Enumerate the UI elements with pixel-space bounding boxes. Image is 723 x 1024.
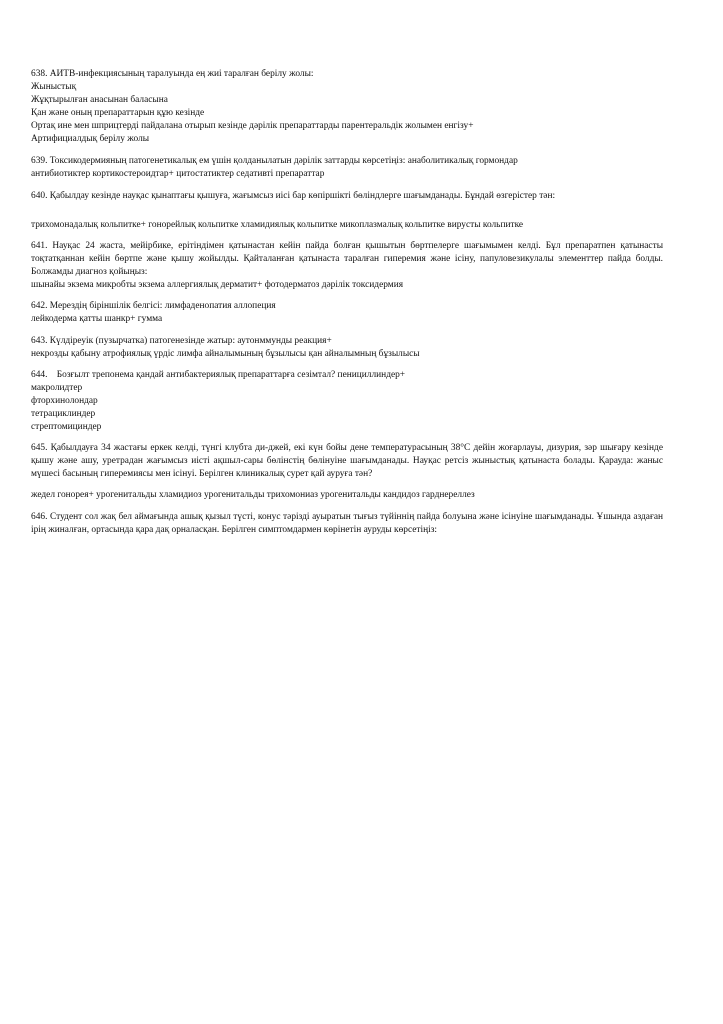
answer-option: Жұқтырылған анасынан баласына xyxy=(31,95,168,106)
answer-option: фторхинолондар xyxy=(31,395,98,406)
answer-option: Жыныстық xyxy=(31,82,77,93)
question-640 xyxy=(31,190,663,203)
question-644 xyxy=(31,369,663,434)
question-646 xyxy=(31,511,663,537)
question-638 xyxy=(31,68,663,147)
question-text: 644. Бозғылт трепонема қандай антибактериялық препараттарға сезімтал? пенициллиндер+ xyxy=(31,369,406,380)
answer-options: лейкодерма қатты шанкр+ гумма xyxy=(31,314,163,325)
answers-640 xyxy=(31,219,663,232)
answer-option: макролидтер xyxy=(31,382,83,393)
question-text: 643. Күлдіреуік (пузырчатка) патогенезінде жатыр: аутонммунды реакция+ xyxy=(31,335,332,346)
question-text: 641. Науқас 24 жаста, мейірбике, ерітіндімен қатынастан кейін пайда болған қышытын бөртпелерге шағымымен келді. Бұл препаратпен қатынасты тоқтатқаннан кейін бөртпе және қышу жойылды. Қайталанған қатынаста таралған гиперемия және ісіну, папуловезикулалы элементтер пайда болды. Болжамды диагноз қойыңыз: xyxy=(31,240,663,278)
question-text: 645. Қабылдауға 34 жастағы еркек келді, түнгі клубта ди-джей, екі күн бойы дене температурасының 38°С дейін жоғарлауы, дизурия, зәр шығару кезінде қышу және ашу, уретрадан жағымсыз иісті ақшыл-сары бөлінстің бөлінуіне шағымданады. Науқас ретсіз жыныстық қатынаста болады. Қарауда: жаныс мүшесі басының гиперемиясы мен ісінуі. Берілген клиникалық сурет қай ауруға тән? xyxy=(31,443,663,480)
answer-option: Қан және оның препараттарын құю кезінде xyxy=(31,108,205,119)
question-645 xyxy=(31,442,663,481)
question-text: 642. Мерездің біріншілік белгісі: лимфаденопатия аллопеция xyxy=(31,301,276,312)
question-text: 638. АИТВ-инфекциясының таралуында ең жиі таралған берілу жолы: xyxy=(31,69,314,79)
question-641 xyxy=(31,240,663,292)
answer-option: стрептомициндер xyxy=(31,422,102,433)
answer-options: некрозды қабыну атрофиялық үрдіс лимфа айналымының бұзылысы қан айналымның бұзылысы xyxy=(31,348,420,359)
answer-option: Артифициалдық берілу жолы xyxy=(31,134,150,145)
question-text: 640. Қабылдау кезінде науқас қынаптағы қышуға, жағымсыз иісі бар көпіршікті бөліндлерге шағымданады. Бұндай өзгерістер тән: xyxy=(31,190,556,201)
answer-options: жедел гонорея+ урогенитальды хламидиоз урогенитальды трихомониаз урогенитальды кандидоз гарднереллез xyxy=(31,490,475,501)
answer-option-correct: Ортақ ине мен шприцтерді пайдалана отырып кезінде дәрілік препараттарды парентеральдік жолымен енгізу+ xyxy=(31,121,474,132)
question-text: 639. Токсикодермияның патогенетикалық ем үшін қолданылатын дәрілік заттарды көрсетіңіз: анаболитикалық гормондар xyxy=(31,155,518,166)
answer-options: трихомонадалық кольпитке+ гонорейлық кольпитке хламидиялық кольпитке микоплазмалық кольпитке вирусты кольпитке xyxy=(31,219,524,230)
answer-option: тетрациклиндер xyxy=(31,408,96,419)
answer-options: антибиотиктер кортикостероидтар+ цитостатиктер седативті препараттар xyxy=(31,168,325,179)
question-642 xyxy=(31,300,663,326)
question-text: 646. Студент сол жақ бел аймағында ашық қызыл түсті, конус тәрізді ауыратын тығыз түйіннің пайда болуына және ісінуіне шағымданады. Ұшында аздаған ірің жиналған, ортасында қара дақ орналасқан. Берілген симптомдармен көрінетін ауруды көрсетіңіз: xyxy=(31,511,663,535)
question-639 xyxy=(31,155,663,181)
answers-645 xyxy=(31,489,663,502)
question-643 xyxy=(31,335,663,361)
document-page xyxy=(31,68,663,543)
answer-options: шынайы экзема микробты экзема аллергиялық дерматит+ фотодерматоз дәрілік токсидермия xyxy=(31,280,404,291)
